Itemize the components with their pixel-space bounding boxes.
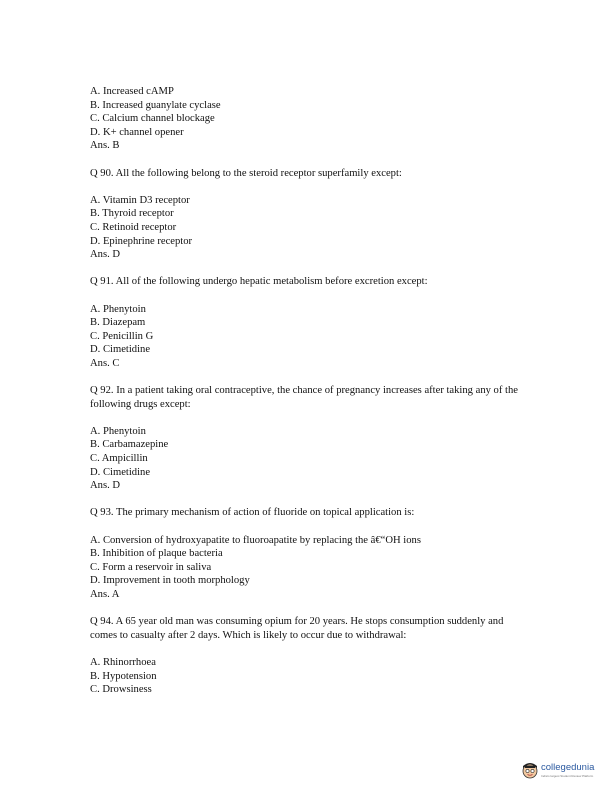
option: A. Conversion of hydroxyapatite to fluoroapatite by replacing the â€“OH ions — [90, 534, 421, 546]
document-body — [90, 85, 530, 710]
option: D. Improvement in tooth morphology — [90, 575, 250, 587]
option: A. Increased cAMP — [90, 86, 174, 97]
option: B. Carbamazepine — [90, 439, 169, 451]
question-91-text: Q 91. All of the following undergo hepatic metabolism before excretion except: — [90, 276, 428, 288]
question-93-options — [90, 534, 530, 602]
question-92-options — [90, 425, 530, 493]
option: A. Phenytoin — [90, 303, 146, 315]
option: D. K+ channel opener — [90, 126, 184, 138]
answer: Ans. B — [90, 140, 120, 152]
answer: Ans. D — [90, 480, 121, 492]
question-92-text: Q 92. In a patient taking oral contraceptive, the chance of pregnancy increases after taking any of the following drugs except: — [90, 385, 518, 410]
option: D. Epinephrine receptor — [90, 235, 193, 247]
option: B. Increased guanylate cyclase — [90, 99, 221, 111]
answer: Ans. C — [90, 357, 120, 369]
question-93-text: Q 93. The primary mechanism of action of fluoride on topical application is: — [90, 507, 415, 519]
option: C. Calcium channel blockage — [90, 113, 215, 125]
collegedunia-logo — [521, 760, 609, 782]
question-91-options — [90, 303, 530, 371]
option: A. Rhinorrhoea — [90, 656, 156, 668]
logo-tagline: India's largest Student Review Platform — [541, 774, 594, 778]
mascot-icon — [521, 761, 539, 779]
option: B. Hypotension — [90, 670, 157, 682]
option: B. Thyroid receptor — [90, 208, 174, 220]
option: C. Ampicillin — [90, 453, 148, 465]
option: D. Cimetidine — [90, 344, 151, 356]
option: C. Retinoid receptor — [90, 221, 177, 233]
question-90-options — [90, 194, 530, 262]
answer: Ans. A — [90, 588, 120, 600]
option: C. Drowsiness — [90, 684, 152, 696]
option: C. Penicillin G — [90, 330, 154, 342]
question-94-options — [90, 656, 530, 697]
question-90-text: Q 90. All the following belong to the steroid receptor superfamily except: — [90, 167, 402, 179]
option: C. Form a reservoir in saliva — [90, 561, 212, 573]
option: A. Phenytoin — [90, 425, 146, 437]
option: A. Vitamin D3 receptor — [90, 194, 190, 206]
option: D. Cimetidine — [90, 466, 151, 478]
answer: Ans. D — [90, 249, 121, 261]
question-89-block — [90, 85, 530, 153]
question-94-text: Q 94. A 65 year old man was consuming opium for 20 years. He stops consumption suddenly and comes to casualty after 2 days. Which is likely to occur due to withdrawal: — [90, 616, 504, 641]
option: B. Diazepam — [90, 317, 146, 329]
logo-name: collegedunia — [541, 762, 595, 773]
option: B. Inhibition of plaque bacteria — [90, 548, 223, 560]
